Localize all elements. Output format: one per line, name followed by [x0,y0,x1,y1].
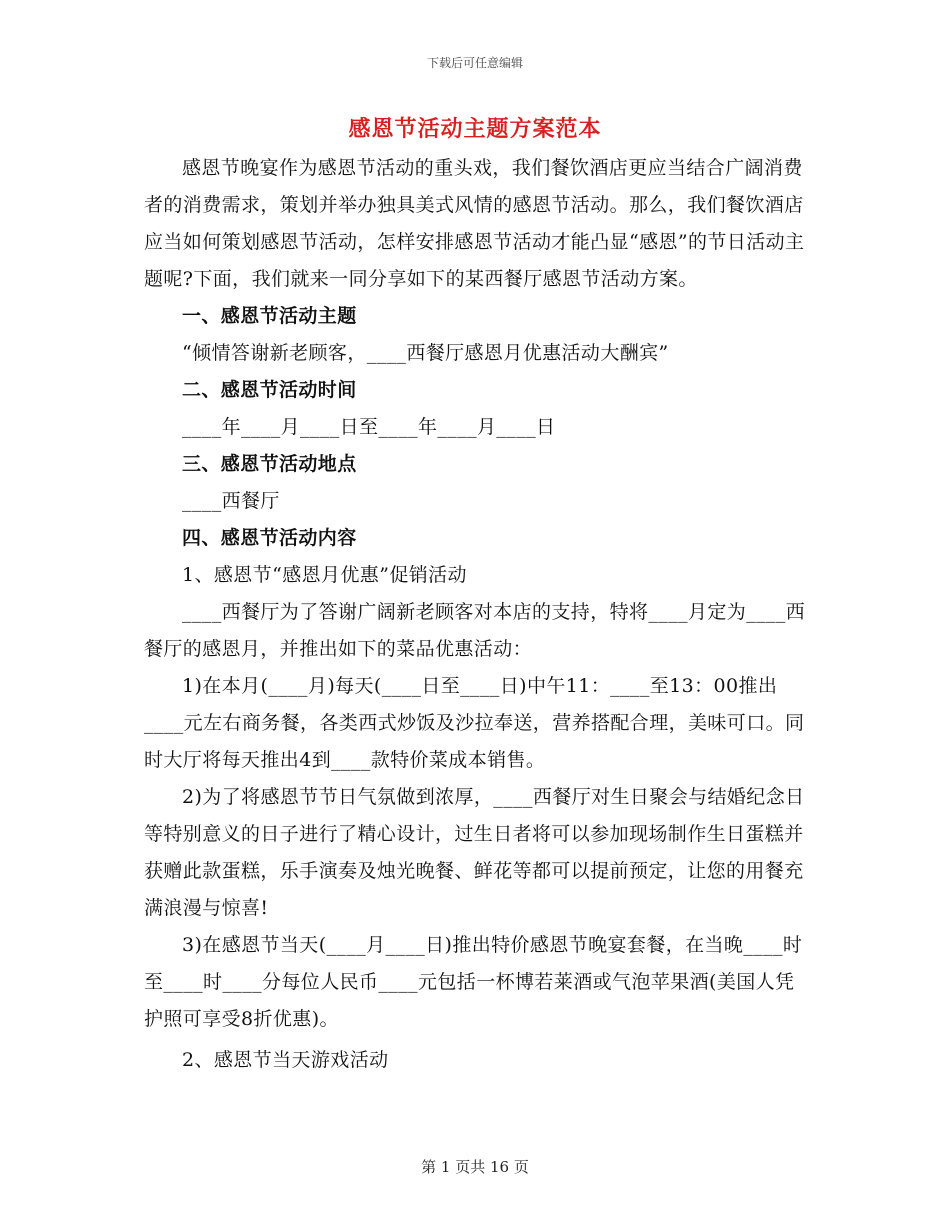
page-header: 下载后可任意编辑 [426,56,523,70]
document-body [144,150,808,1079]
time-text: ____年____月____日至____年____月____日 [182,416,556,438]
page-footer: 第 1 页共 16 页 [421,1158,529,1176]
promo-item-1: 1)在本月(____月)每天(____日至____日)中午11：____至13：00推出____元左右商务餐，各类西式炒饭及沙拉奉送，营养搭配合理，美味可口。同时大厅将每天推出4到____款特价菜成本销售。 [144,675,805,771]
subsection-heading-promo: 1、感恩节“感恩月优惠”促销活动 [182,564,467,586]
section-heading-time: 二、感恩节活动时间 [182,379,357,401]
promo-item-2: 2)为了将感恩节节日气氛做到浓厚，____西餐厅对生日聚会与结婚纪念日等特别意义的日子进行了精心设计，过生日者将可以参加现场制作生日蛋糕并获赠此款蛋糕，乐手演奏及烛光晚餐、鲜花等都可以提前预定，让您的用餐充满浪漫与惊喜! [144,786,805,919]
section-heading-content: 四、感恩节活动内容 [182,527,357,549]
section-heading-location: 三、感恩节活动地点 [182,453,357,475]
intro-paragraph: 感恩节晚宴作为感恩节活动的重头戏，我们餐饮酒店更应当结合广阔消费者的消费需求，策划并举办独具美式风情的感恩节活动。那么，我们餐饮酒店应当如何策划感恩节活动，怎样安排感恩节活动才能凸显“感恩”的节日活动主题呢?下面，我们就来一同分享如下的某西餐厅感恩节活动方案。 [144,157,805,290]
document-title: 感恩节活动主题方案范本 [348,116,602,142]
promo-item-3: 3)在感恩节当天(____月____日)推出特价感恩节晚宴套餐，在当晚____时至____时____分每位人民币____元包括一杯博若莱酒或气泡苹果酒(美国人凭护照可享受8折优惠)。 [144,934,803,1030]
subsection-heading-games: 2、感恩节当天游戏活动 [182,1049,389,1071]
section-heading-theme: 一、感恩节活动主题 [182,305,357,327]
promo-intro-paragraph: ____西餐厅为了答谢广阔新老顾客对本店的支持，特将____月定为____西餐厅的感恩月，并推出如下的菜品优惠活动： [144,601,806,660]
location-text: ____西餐厅 [182,490,280,512]
theme-text: “倾情答谢新老顾客，____西餐厅感恩月优惠活动大酬宾” [182,342,669,364]
